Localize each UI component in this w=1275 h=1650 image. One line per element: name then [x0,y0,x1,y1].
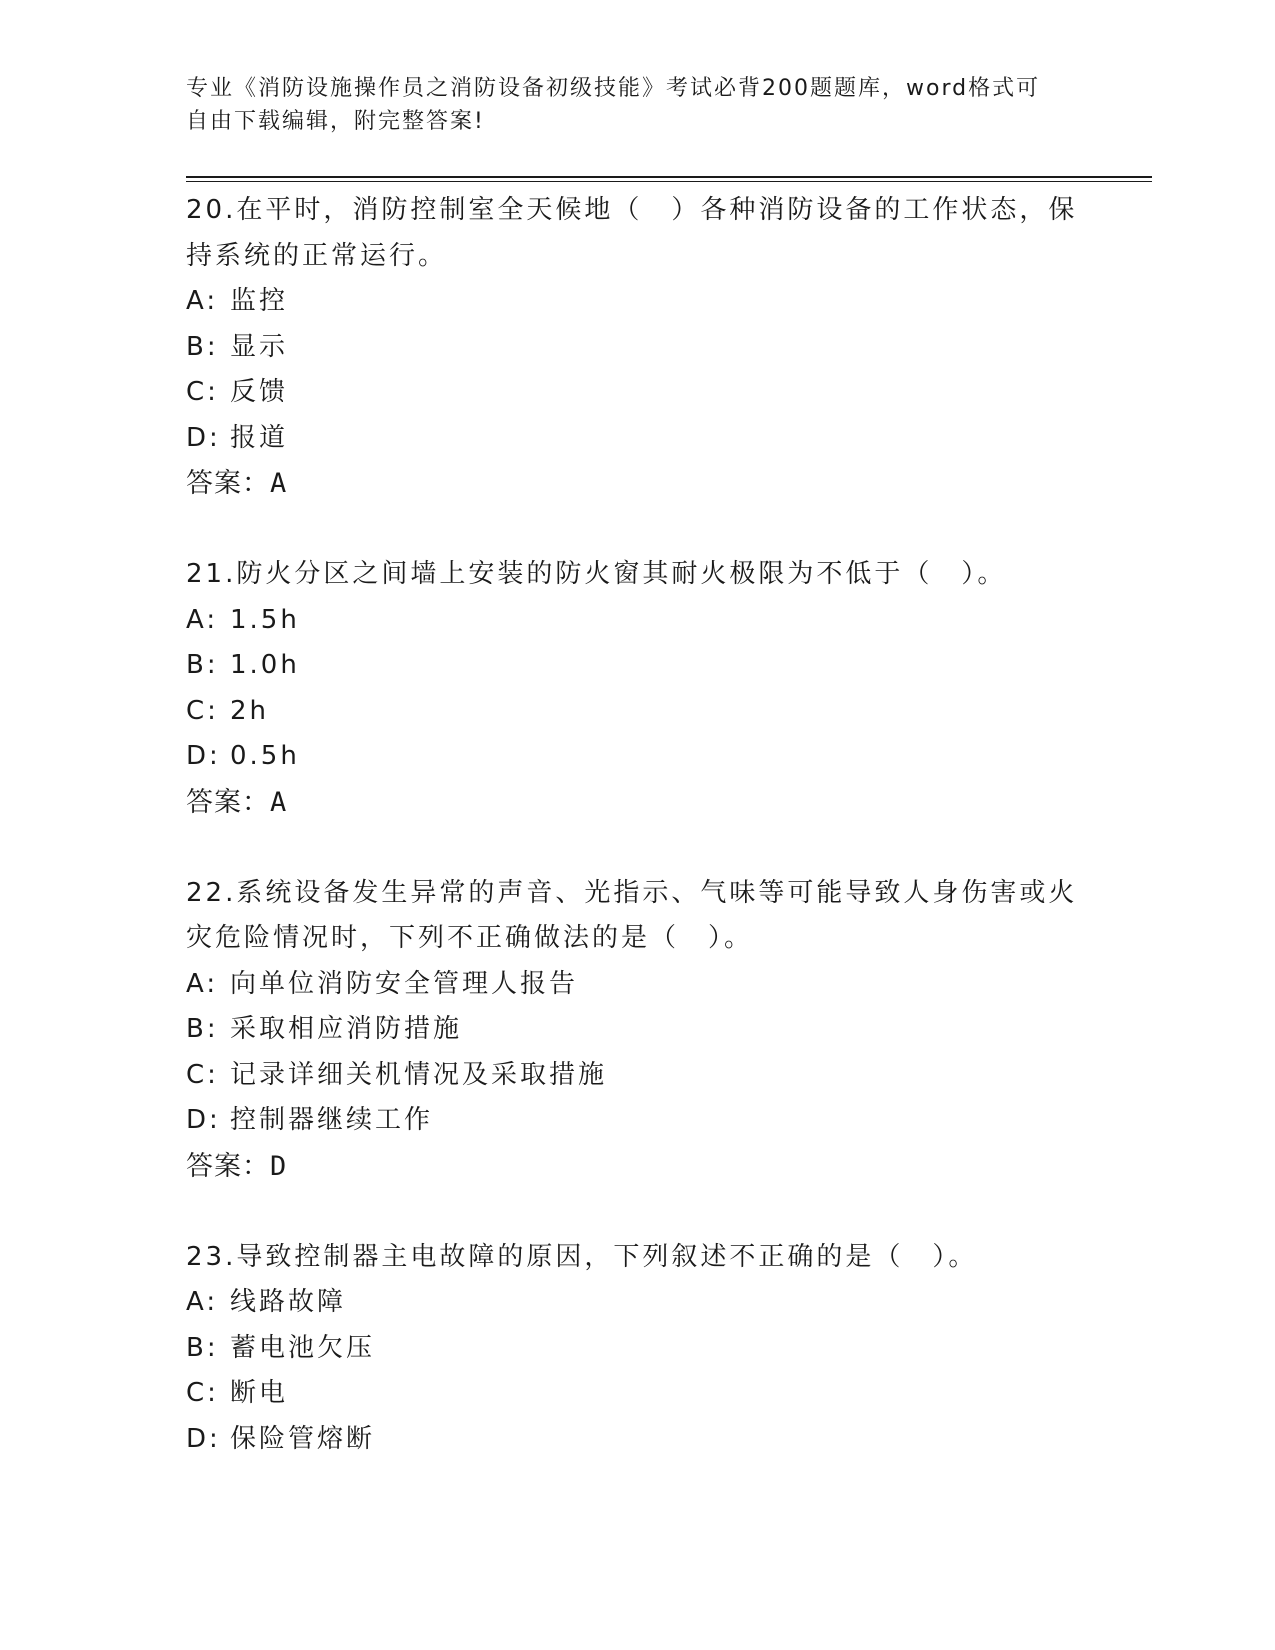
question-stem-line-1: 22.系统设备发生异常的声音、光指示、气味等可能导致人身伤害或火 [186,877,1078,908]
document-header [186,72,1086,138]
option-text: 显示 [230,331,289,362]
question-23 [186,1235,1086,1463]
option-c [186,689,1086,735]
option-key: C: [186,377,219,407]
option-d [186,1417,1086,1463]
option-text: 1.0h [230,650,300,680]
option-d [186,416,1086,462]
option-text: 监控 [230,286,289,316]
option-d [186,1098,1086,1144]
option-key: D: [186,422,221,453]
option-text: 采取相应消防措施 [230,1014,463,1044]
option-key: B: [186,650,219,680]
question-list [186,188,1086,1462]
answer-line [186,1144,1086,1190]
header-line-1: 专业《消防设施操作员之消防设备初级技能》考试必背200题题库，word格式可 [186,76,1041,101]
option-d [186,734,1086,780]
option-key: C: [186,695,219,726]
option-text: 反馈 [230,377,289,407]
option-key: A: [186,1287,219,1317]
option-text: 记录详细关机情况及采取措施 [230,1059,608,1090]
header-line-2: 自由下载编辑，附完整答案! [186,109,485,134]
option-key: C: [186,1378,219,1408]
option-key: A: [186,968,219,999]
answer-line [186,780,1086,826]
option-text: 报道 [230,422,289,453]
answer-value: A [270,468,288,499]
option-a [186,1280,1086,1326]
answer-value: D [270,1150,288,1182]
answer-value: A [270,786,288,818]
option-key: D: [186,741,221,771]
option-key: A: [186,604,219,635]
option-a [186,279,1086,325]
question-21 [186,552,1086,825]
option-text: 蓄电池欠压 [230,1332,376,1363]
answer-label: 答案： [186,786,270,818]
header-rule-thin [186,181,1152,182]
question-stem-line-1: 20.在平时，消防控制室全天候地（ ）各种消防设备的工作状态，保 [186,195,1078,225]
option-key: B: [186,1014,219,1044]
header-rule-thick [186,176,1152,178]
question-spacer [186,507,1086,553]
option-a [186,598,1086,644]
question-stem-line-1: 23.导致控制器主电故障的原因，下列叙述不正确的是（ ）。 [186,1241,978,1272]
option-text: 1.5h [230,604,300,635]
option-key: D: [186,1423,221,1454]
option-b [186,1007,1086,1053]
option-text: 线路故障 [230,1287,347,1317]
question-20 [186,188,1086,507]
option-key: B: [186,1332,219,1363]
option-c [186,370,1086,416]
option-key: C: [186,1059,219,1090]
option-text: 控制器继续工作 [230,1105,434,1135]
option-a [186,962,1086,1008]
option-b [186,1326,1086,1372]
option-b [186,643,1086,689]
option-text: 2h [230,695,270,726]
answer-label: 答案： [186,1150,270,1182]
answer-line [186,461,1086,507]
option-key: A: [186,286,219,316]
question-stem-line-2: 持系统的正常运行。 [186,240,448,271]
option-text: 断电 [230,1378,289,1408]
question-spacer [186,825,1086,871]
option-c [186,1053,1086,1099]
question-22 [186,871,1086,1190]
question-stem-line-2: 灾危险情况时，下列不正确做法的是（ ）。 [186,923,754,953]
option-text: 向单位消防安全管理人报告 [230,968,579,999]
option-text: 0.5h [230,741,300,771]
option-b [186,325,1086,371]
option-text: 保险管熔断 [230,1423,376,1454]
option-key: B: [186,331,219,362]
answer-label: 答案： [186,468,270,499]
question-spacer [186,1189,1086,1235]
option-key: D: [186,1105,221,1135]
option-c [186,1371,1086,1417]
question-stem-line-1: 21.防火分区之间墙上安装的防火窗其耐火极限为不低于（ ）。 [186,559,1007,589]
